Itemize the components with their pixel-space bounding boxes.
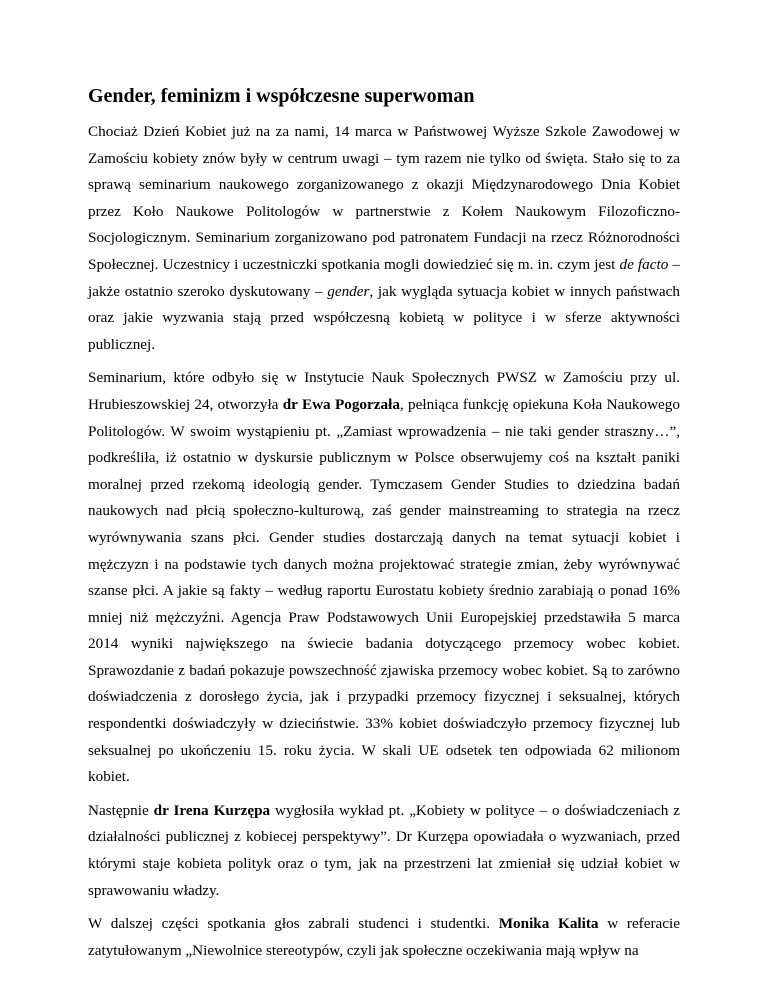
seminar-text-2: , pełniąca funkcję opiekuna Koła Naukowego Politologów. W swoim wystąpieniu pt. „Zamiast wprowadzenia – nie taki gender straszny…”, podkreśliła, iż ostatnio w dyskursie publicznym w Polsce obserwujemy coś na kształt paniki moralnej przed rzekomą ideologią gender. Tymczasem Gender Studies to dziedzina badań naukowych nad płcią społeczno-kulturową, zaś gender mainstreaming to strategia na rzecz wyrównywania szans płci. Gender studies dostarczają danych na temat sytuacji kobiet i mężczyzn i na podstawie tych danych można projektować strategie zmian, żeby wyrównywać szanse płci. A jakie są fakty – według raportu Eurostatu kobiety średnio zarabiają o ponad 16% mniej niż mężczyźni. Agencja Praw Podstawowych Unii Europejskiej przedstawiła 5 marca 2014 wyniki największego na świecie badania dotyczącego przemocy wobec kobiet. Sprawozdanie z badań pokazuje powszechność zjawiska przemocy wobec kobiet. Są to zarówno doświadczenia z dorosłego życia, jak i przypadki przemocy fizycznej i seksualnej, których respondentki doświadczyły w dzieciństwie. 33% kobiet doświadczyło przemocy fizycznej lub seksualnej po ukończeniu 15. roku życia. W skali UE odsetek ten odpowiada 62 milionom kobiet. [88,395,680,786]
seminar-text-1: Seminarium, które odbyło się w Instytucie Nauk Społecznych PWSZ w Zamościu przy ul. Hrubieszowskiej 24, otworzyła [88,369,680,413]
speaker-name-pogorzala: dr Ewa Pogorzała [282,395,400,413]
speaker-name-kalita: Monika Kalita [498,915,599,933]
paragraph-students [88,911,680,964]
kurzepa-text-1: Następnie [88,801,154,819]
intro-text-1: Chociaż Dzień Kobiet już na za nami, 14 marca w Państwowej Wyższe Szkole Zawodowej w Zamościu kobiety znów były w centrum uwagi – tym razem nie tylko od święta. Stało się to za sprawą seminarium naukowego zorganizowanego z okazji Międzynarodowego Dnia Kobiet przez Koło Naukowe Politologów w partnerstwie z Kołem Naukowym Filozoficzno-Socjologicznym. Seminarium zorganizowano pod patronatem Fundacji na rzecz Różnorodności Społecznej. Uczestnicy i uczestniczki spotkania mogli dowiedzieć się m. in. czym jest [88,123,680,273]
paragraph-kurzepa [88,798,680,904]
intro-italic-gender: gender [327,282,370,300]
speaker-name-kurzepa: dr Irena Kurzępa [153,801,271,819]
paragraph-intro [88,119,680,358]
kurzepa-text-2: wygłosiła wykład pt. „Kobiety w polityce – o doświadczeniach z działalności publicznej z kobiecej perspektywy”. Dr Kurzępa opowiadała o wyzwaniach, przed którymi staje kobieta polityk oraz o tym, jak na przestrzeni lat zmieniał się udział kobiet w sprawowaniu władzy. [88,801,680,899]
intro-text-2: – jakże ostatnio szeroko dyskutowany – [88,255,681,300]
paragraph-seminar [88,365,680,791]
document-body [88,82,680,971]
document-title: Gender, feminizm i współczesne superwoman [88,85,475,107]
intro-text-3: , jak wygląda sytuacja kobiet w innych państwach oraz jakie wyzwania stają przed współczesną kobietą w polityce i w sferze aktywności publicznej. [88,282,680,353]
intro-italic-de-facto: de facto [619,255,669,273]
students-text-1: W dalszej części spotkania głos zabrali studenci i studentki. [88,915,499,933]
students-text-2: w referacie zatytułowanym „Niewolnice stereotypów, czyli jak społeczne oczekiwania mają wpływ na [88,915,680,959]
